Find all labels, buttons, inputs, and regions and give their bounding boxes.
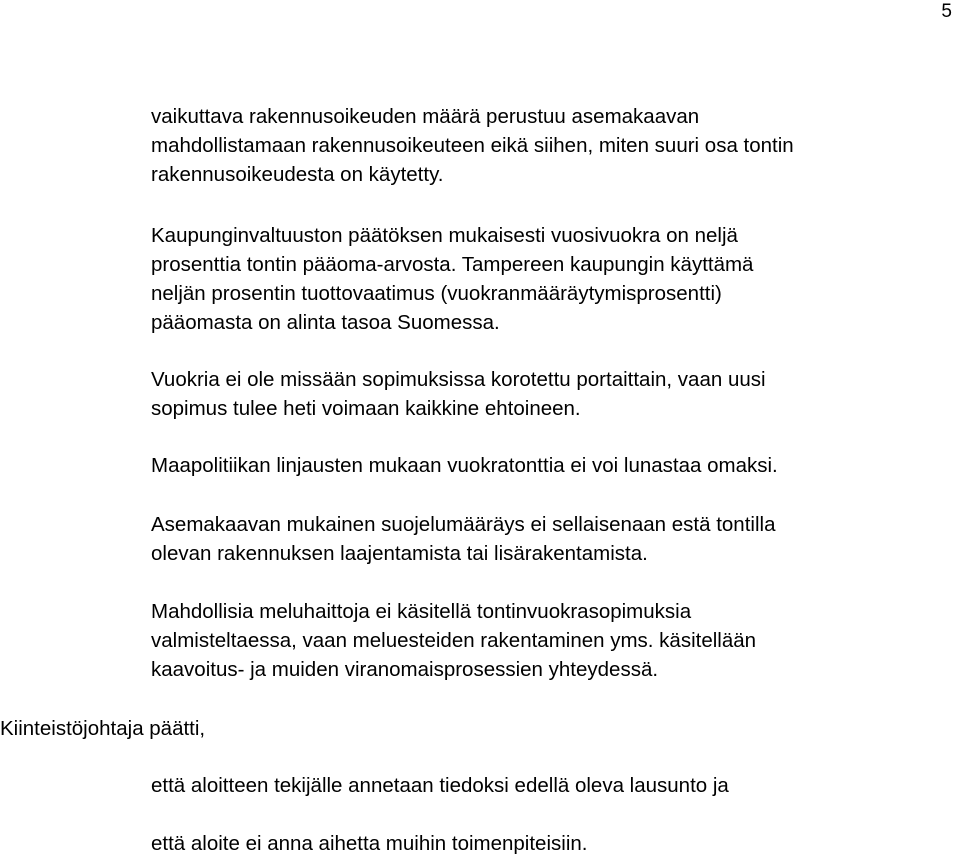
text-line: valmisteltaessa, vaan meluesteiden rakentaminen yms. käsitellään	[151, 629, 757, 652]
text-line: mahdollistamaan rakennusoikeuteen eikä siihen, miten suuri osa tontin	[151, 134, 794, 157]
paragraph-protection-order	[151, 510, 951, 568]
text-line: vaikuttava rakennusoikeuden määrä perustuu asemakaavan	[151, 105, 700, 128]
text-line: Kaupunginvaltuuston päätöksen mukaisesti vuosivuokra on neljä	[151, 224, 738, 247]
decision-item: että aloite ei anna aihetta muihin toimenpiteisiin.	[151, 832, 588, 855]
paragraph-land-policy	[151, 451, 951, 480]
decision-heading: Kiinteistöjohtaja päätti,	[0, 717, 206, 740]
text-line: rakennusoikeudesta on käytetty.	[151, 163, 444, 186]
text-line: sopimus tulee heti voimaan kaikkine ehtoineen.	[151, 397, 581, 420]
decision-item: että aloitteen tekijälle annetaan tiedoksi edellä oleva lausunto ja	[151, 774, 729, 797]
text-line: Mahdollisia meluhaittoja ei käsitellä tontinvuokrasopimuksia	[151, 600, 692, 623]
paragraph-building-rights	[151, 102, 951, 189]
text-line: Asemakaavan mukainen suojelumääräys ei sellaisenaan estä tontilla	[151, 513, 776, 536]
text-line: neljän prosentin tuottovaatimus (vuokranmääräytymisprosentti)	[151, 282, 722, 305]
page-number: 5	[941, 1, 952, 22]
text-line: Maapolitiikan linjausten mukaan vuokratonttia ei voi lunastaa omaksi.	[151, 454, 778, 477]
text-line: kaavoitus- ja muiden viranomaisprosessien yhteydessä.	[151, 658, 659, 681]
paragraph-annual-rent	[151, 221, 951, 337]
text-line: olevan rakennuksen laajentamista tai lisärakentamista.	[151, 542, 648, 565]
text-line: Vuokria ei ole missään sopimuksissa korotettu portaittain, vaan uusi	[151, 368, 766, 391]
paragraph-rent-increases	[151, 365, 951, 423]
text-line: pääomasta on alinta tasoa Suomessa.	[151, 311, 500, 334]
text-line: prosenttia tontin pääoma-arvosta. Tampereen kaupungin käyttämä	[151, 253, 754, 276]
paragraph-noise-issues	[151, 597, 951, 684]
